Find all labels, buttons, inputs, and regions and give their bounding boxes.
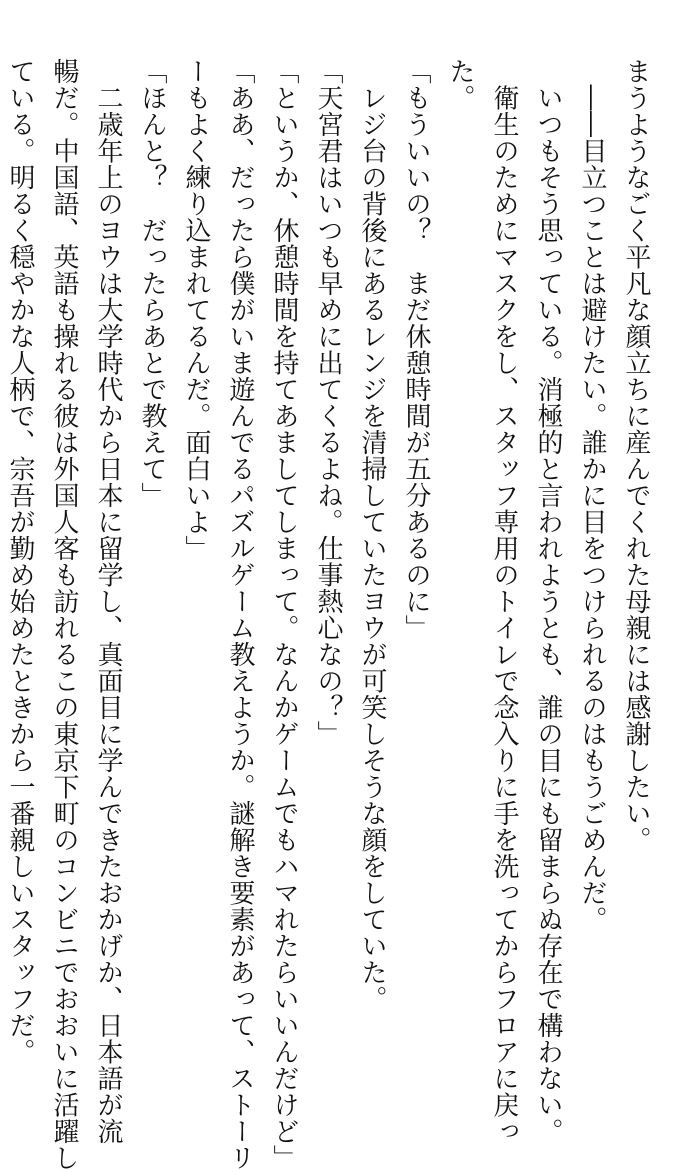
text-line: いつもそう思っている。消極的と言われようとも、誰の目にも留まらぬ存在で構わない。 [533,58,563,1145]
text-line: まうようなごく平凡な顔立ちに産んでくれた母親には感謝したい。 [621,58,651,853]
text-line: ている。明るく穏やかな人柄で、宗吾が勤め始めたときから一番親しいスタッフだ。 [5,58,35,1065]
text-line: 衛生のためにマスクをし、スタッフ専用のトイレで念入りに手を洗ってからフロアに戻っ [489,58,519,1145]
text-line: 暢だ。中国語、英語も操れる彼は外国人客も訪れるこの東京下町のコンビニでおおいに活躍し [49,58,79,1171]
text-line: 「もういいの？ まだ休憩時間が五分あるのに」 [401,58,431,641]
text-line: 「天宮君はいつも早めに出てくるよね。仕事熱心なの？」 [313,58,343,747]
text-line: ーもよく練り込まれてるんだ。面白いよ」 [181,58,211,562]
text-line: レジ台の背後にあるレンジを清掃していたヨウが可笑しそうな顔をしていた。 [357,58,387,1012]
text-line: ――目立つことは避けたい。誰かに目をつけられるのはもうごめんだ。 [577,58,607,933]
text-line: 二歳年上のヨウは大学時代から日本に留学し、真面目に学んできたおかげか、日本語が流 [93,58,123,1145]
text-line: た。 [445,58,475,111]
text-line: 「というか、休憩時間を持てあましてしまって。なんかゲームでもハマれたらいいんだけど」 [269,58,299,1171]
body-text [0,58,658,1171]
text-line: 「ああ、だったら僕がいま遊んでるパズルゲーム教えようか。謎解き要素があって、ストーリ [225,58,255,1171]
text-line: 「ほんと？ だったらあとで教えて」 [137,58,167,509]
